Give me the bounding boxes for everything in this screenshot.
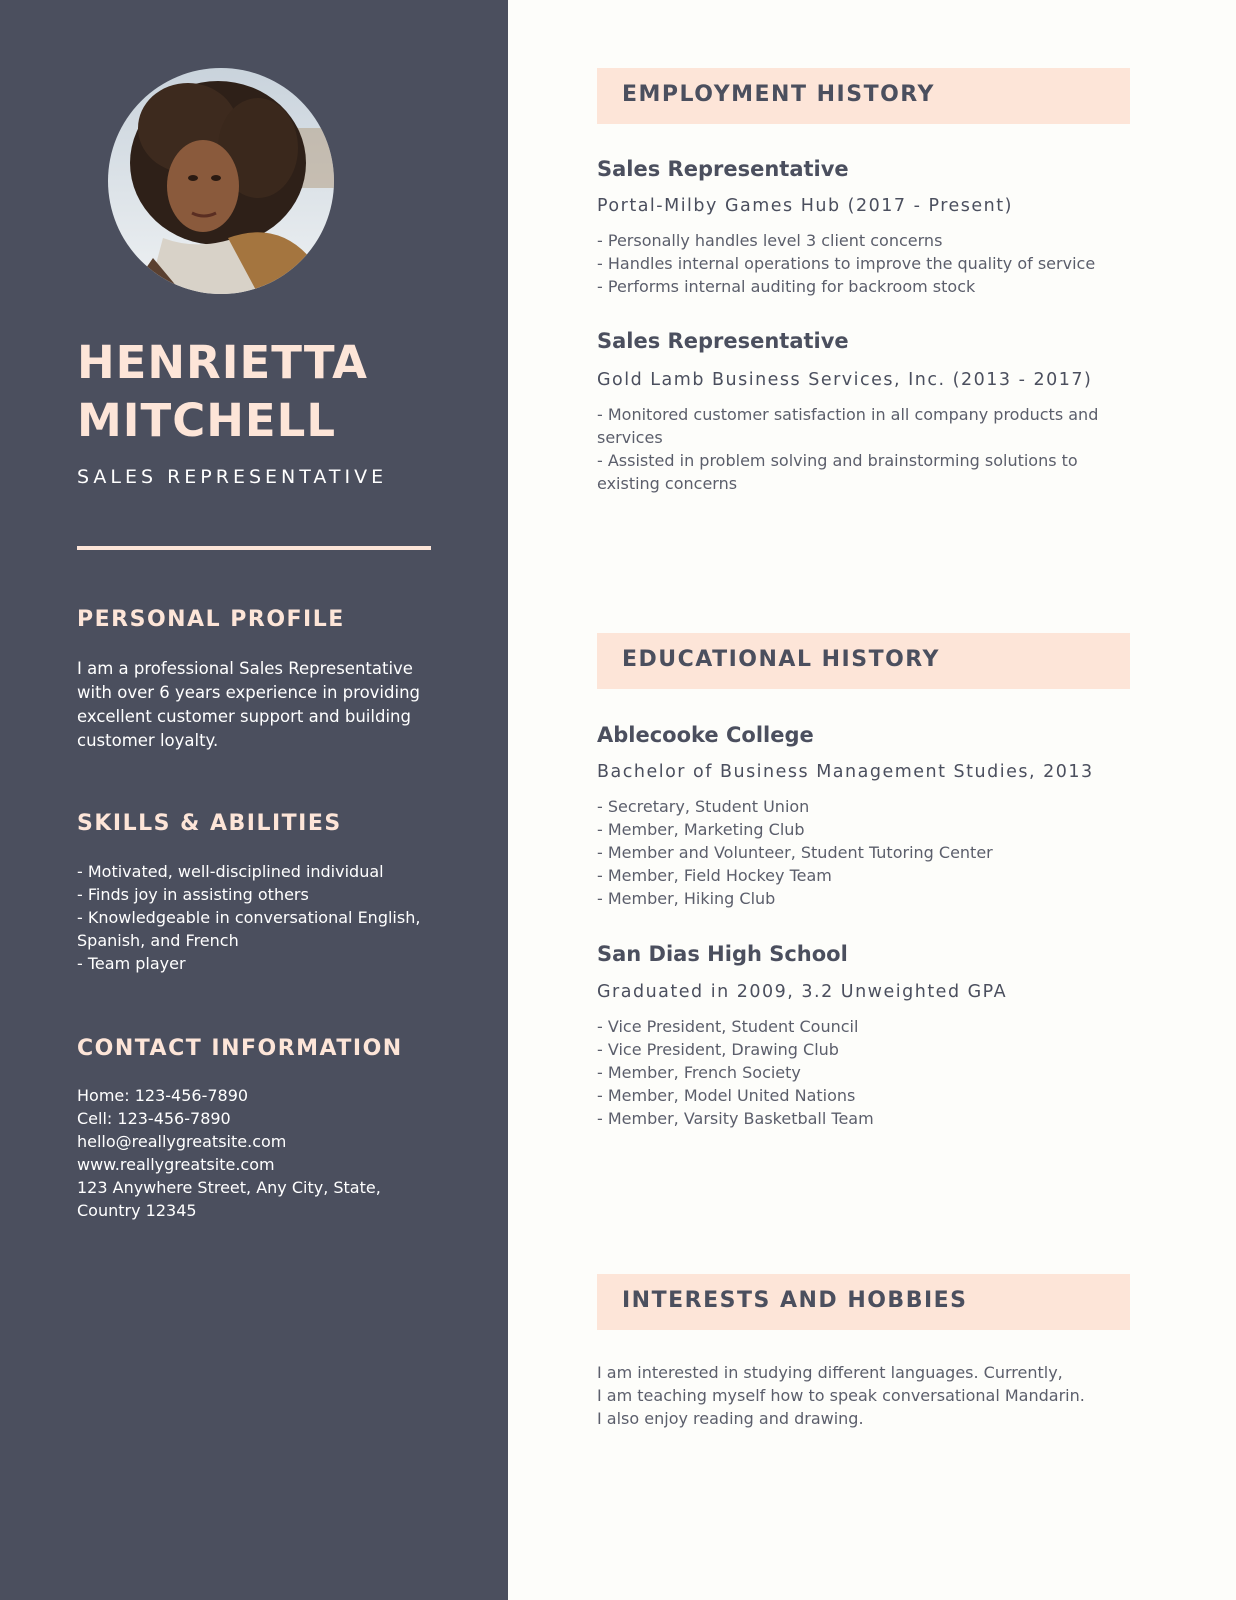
skills-list xyxy=(77,860,447,975)
school-activities xyxy=(597,1015,1137,1130)
activity-item: - Member, Marketing Club xyxy=(597,820,805,839)
activity-item: - Secretary, Student Union xyxy=(597,797,810,816)
job-title: Sales Representative xyxy=(597,329,849,353)
school-activities xyxy=(597,795,1137,910)
skill-item: - Motivated, well-disciplined individual xyxy=(77,862,384,881)
skill-item: - Finds joy in assisting others xyxy=(77,885,309,904)
interests-heading: INTERESTS AND HOBBIES xyxy=(622,1288,968,1313)
job-company: Portal-Milby Games Hub (2017 - Present) xyxy=(597,196,1013,216)
duty-item: - Personally handles level 3 client concerns xyxy=(597,231,943,250)
duty-item: - Handles internal operations to improve the quality of service xyxy=(597,254,1096,273)
activity-item: - Member, French Society xyxy=(597,1063,801,1082)
name-first: HENRIETTA xyxy=(77,336,368,389)
contact-home: Home: 123-456-7890 xyxy=(77,1086,249,1105)
school-name: San Dias High School xyxy=(597,942,848,966)
name-last: MITCHELL xyxy=(77,394,336,447)
interests-line: I am teaching myself how to speak conversational Mandarin. xyxy=(597,1386,1085,1405)
divider xyxy=(77,546,431,550)
employment-heading: EMPLOYMENT HISTORY xyxy=(622,82,935,107)
profile-heading: PERSONAL PROFILE xyxy=(77,607,345,632)
school-name: Ablecooke College xyxy=(597,723,814,747)
skill-item: - Knowledgeable in conversational English, Spanish, and French xyxy=(77,908,421,950)
profile-photo xyxy=(108,68,334,294)
activity-item: - Member, Field Hockey Team xyxy=(597,866,832,885)
duty-item: - Performs internal auditing for backroom stock xyxy=(597,277,976,296)
interests-line: I am interested in studying different languages. Currently, xyxy=(597,1363,1063,1382)
activity-item: - Vice President, Student Council xyxy=(597,1017,859,1036)
activity-item: - Member, Varsity Basketball Team xyxy=(597,1109,874,1128)
contact-address: 123 Anywhere Street, Any City, State, Country 12345 xyxy=(77,1178,381,1220)
activity-item: - Member and Volunteer, Student Tutoring Center xyxy=(597,843,993,862)
job-duties xyxy=(597,229,1137,298)
sidebar xyxy=(0,0,508,1600)
contact-heading: CONTACT INFORMATION xyxy=(77,1036,403,1061)
activity-item: - Vice President, Drawing Club xyxy=(597,1040,839,1059)
skills-heading: SKILLS & ABILITIES xyxy=(77,811,342,836)
job-title: Sales Representative xyxy=(597,157,849,181)
contact-email[interactable]: hello@reallygreatsite.com xyxy=(77,1132,287,1151)
duty-item: - Monitored customer satisfaction in all company products and services xyxy=(597,405,1099,447)
activity-item: - Member, Hiking Club xyxy=(597,889,776,908)
employment-heading-bar xyxy=(597,68,1130,124)
contact-cell: Cell: 123-456-7890 xyxy=(77,1109,231,1128)
interests-line: I also enjoy reading and drawing. xyxy=(597,1409,864,1428)
job-company: Gold Lamb Business Services, Inc. (2013 - 2017) xyxy=(597,370,1093,390)
duty-item: - Assisted in problem solving and brainstorming solutions to existing concerns xyxy=(597,451,1078,493)
interests-text xyxy=(597,1361,1137,1430)
activity-item: - Member, Model United Nations xyxy=(597,1086,856,1105)
job-role: SALES REPRESENTATIVE xyxy=(77,466,388,488)
candidate-name xyxy=(77,334,368,450)
profile-text: I am a professional Sales Representative with over 6 years experience in providing excellent customer support and building customer loyalty. xyxy=(77,659,420,750)
job-duties xyxy=(597,403,1137,495)
contact-website[interactable]: www.reallygreatsite.com xyxy=(77,1155,275,1174)
school-detail: Graduated in 2009, 3.2 Unweighted GPA xyxy=(597,982,1008,1002)
skill-item: - Team player xyxy=(77,954,186,973)
school-detail: Bachelor of Business Management Studies, 2013 xyxy=(597,762,1094,782)
contact-list xyxy=(77,1084,447,1222)
education-heading: EDUCATIONAL HISTORY xyxy=(622,647,940,672)
education-heading-bar xyxy=(597,633,1130,689)
interests-heading-bar xyxy=(597,1274,1130,1330)
